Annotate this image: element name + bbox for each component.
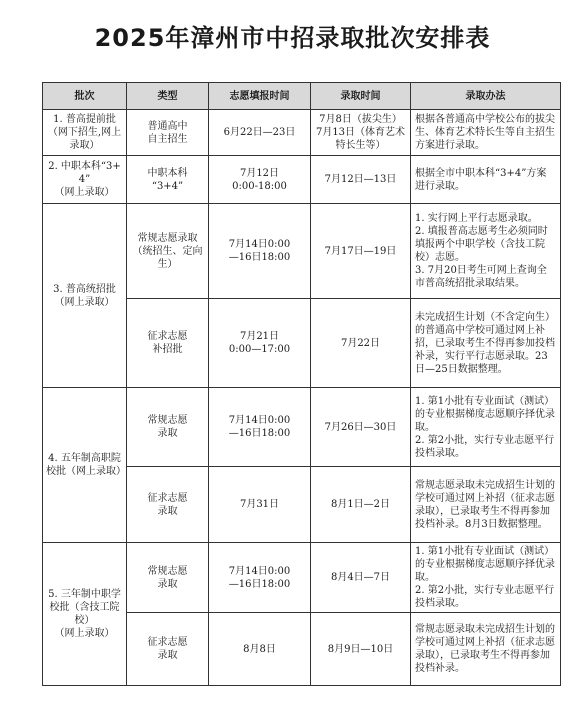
table-header-row bbox=[43, 83, 561, 110]
table-row bbox=[43, 388, 561, 467]
type-cell: 常规志愿录取（统招生、定向生） bbox=[127, 204, 209, 299]
header-admit-time: 录取时间 bbox=[311, 83, 411, 110]
method-cell: 1. 第1小批有专业面试（测试）的专业根据梯度志愿顺序择优录取。 2. 第2小批，实行专业志愿平行投档录取。 bbox=[411, 388, 561, 467]
type-cell: 常规志愿 录取 bbox=[127, 388, 209, 467]
fill-time-cell: 7月31日 bbox=[209, 467, 311, 543]
admit-time-cell: 7月8日（拔尖生） 7月13日（体育艺术特长生等） bbox=[311, 110, 411, 156]
batch-cell: 3. 普高统招批（网上录取） bbox=[43, 204, 127, 388]
header-method: 录取办法 bbox=[411, 83, 561, 110]
admit-time-cell: 7月26日—30日 bbox=[311, 388, 411, 467]
header-fill-time: 志愿填报时间 bbox=[209, 83, 311, 110]
fill-time-cell: 7月14日0:00 —16日18:00 bbox=[209, 204, 311, 299]
method-cell: 常规志愿录取未完成招生计划的学校可通过网上补招（征求志愿录取），已录取考生不得再参加投档补录。8月3日数据整理。 bbox=[411, 467, 561, 543]
type-cell: 征求志愿 补招批 bbox=[127, 299, 209, 388]
table-row bbox=[43, 204, 561, 299]
fill-time-cell: 7月14日0:00 —16日18:00 bbox=[209, 388, 311, 467]
fill-time-cell: 7月12日 0:00-18:00 bbox=[209, 156, 311, 204]
admit-time-cell: 8月1日—2日 bbox=[311, 467, 411, 543]
admit-time-cell: 8月9日—10日 bbox=[311, 613, 411, 686]
admission-schedule-table bbox=[42, 82, 561, 686]
batch-cell: 1. 普高提前批（网下招生,网上录取） bbox=[43, 110, 127, 156]
table-row bbox=[43, 156, 561, 204]
type-cell: 征求志愿 录取 bbox=[127, 613, 209, 686]
fill-time-cell: 7月14日0:00 —16日18:00 bbox=[209, 543, 311, 613]
admit-time-cell: 7月17日—19日 bbox=[311, 204, 411, 299]
fill-time-cell: 7月21日 0:00—17:00 bbox=[209, 299, 311, 388]
fill-time-cell: 8月8日 bbox=[209, 613, 311, 686]
method-cell: 1. 第1小批有专业面试（测试）的专业根据梯度志愿顺序择优录取。 2. 第2小批，实行专业志愿平行投档录取。 bbox=[411, 543, 561, 613]
type-cell: 中职本科 “3+4” bbox=[127, 156, 209, 204]
type-cell: 常规志愿 录取 bbox=[127, 543, 209, 613]
admit-time-cell: 7月22日 bbox=[311, 299, 411, 388]
fill-time-cell: 6月22日—23日 bbox=[209, 110, 311, 156]
admit-time-cell: 7月12日—13日 bbox=[311, 156, 411, 204]
admit-time-cell: 8月4日—7日 bbox=[311, 543, 411, 613]
batch-cell: 5. 三年制中职学校批（含技工院校） （网上录取） bbox=[43, 543, 127, 686]
batch-cell: 4. 五年制高职院校批（网上录取） bbox=[43, 388, 127, 543]
method-cell: 1. 实行网上平行志愿录取。 2. 填报普高志愿考生必须同时填报两个中职学校（含技工院校）志愿。 3. 7月20日考生可网上查询全市普高统招批录取结果。 bbox=[411, 204, 561, 299]
method-cell: 根据各普通高中学校公布的拔尖生、体育艺术特长生等自主招生方案进行录取。 bbox=[411, 110, 561, 156]
method-cell: 根据全市中职本科“3+4”方案进行录取。 bbox=[411, 156, 561, 204]
type-cell: 普通高中 自主招生 bbox=[127, 110, 209, 156]
method-cell: 常规志愿录取未完成招生计划的学校可通过网上补招（征求志愿录取），已录取考生不得再参加投档补录。 bbox=[411, 613, 561, 686]
method-cell: 未完成招生计划（不含定向生）的普通高中学校可通过网上补招，已录取考生不得再参加投档补录，实行平行志愿录取。23日—25日数据整理。 bbox=[411, 299, 561, 388]
table-row bbox=[43, 110, 561, 156]
header-batch: 批次 bbox=[43, 83, 127, 110]
header-type: 类型 bbox=[127, 83, 209, 110]
page-title: 2025年漳州市中招录取批次安排表 bbox=[94, 24, 491, 52]
table-row bbox=[43, 543, 561, 613]
batch-cell: 2. 中职本科“3+4” （网上录取） bbox=[43, 156, 127, 204]
type-cell: 征求志愿 录取 bbox=[127, 467, 209, 543]
